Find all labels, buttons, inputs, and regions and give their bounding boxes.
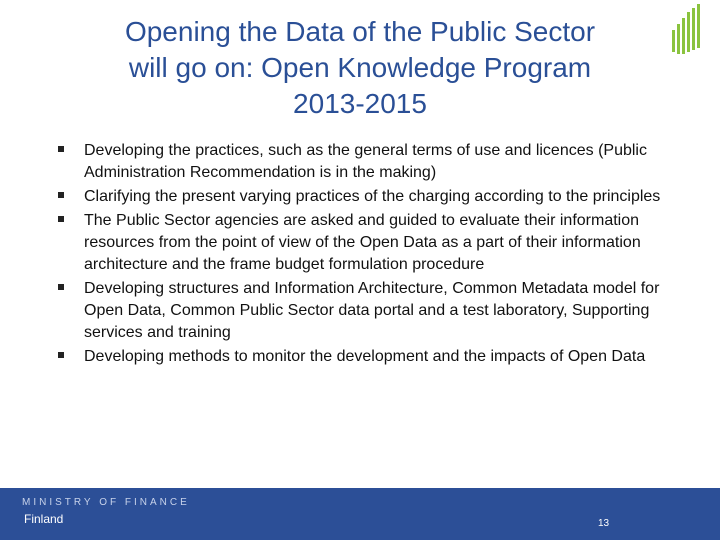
bullet-text: Developing the practices, such as the general terms of use and licences (Public Administration Recommendation is in the making) bbox=[84, 142, 647, 181]
bullet-text: Clarifying the present varying practices of the charging according to the principles bbox=[84, 188, 661, 205]
ministry-label: MINISTRY OF FINANCE bbox=[22, 497, 190, 508]
bullet-marker-icon bbox=[58, 216, 64, 222]
list-item bbox=[58, 346, 668, 368]
list-item bbox=[58, 140, 668, 184]
footer-bar bbox=[0, 488, 720, 540]
list-item bbox=[58, 186, 668, 208]
page-number: 13 bbox=[598, 518, 610, 529]
bullet-list bbox=[58, 140, 668, 370]
bullet-marker-icon bbox=[58, 284, 64, 290]
list-item bbox=[58, 278, 668, 344]
title-line: 2013-2015 bbox=[293, 88, 427, 119]
bullet-text: The Public Sector agencies are asked and guided to evaluate their information resources from the point of view of the Open Data as a part of their information architecture and the frame budget formulation procedure bbox=[84, 212, 641, 273]
slide-title bbox=[40, 14, 680, 122]
list-item bbox=[58, 210, 668, 276]
bar-logo-icon bbox=[672, 4, 702, 64]
bullet-marker-icon bbox=[58, 146, 64, 152]
title-line: Opening the Data of the Public Sector bbox=[124, 16, 596, 47]
bullet-marker-icon bbox=[58, 192, 64, 198]
bullet-text: Developing structures and Information Architecture, Common Metadata model for Open Data, Common Public Sector data portal and a test laboratory, Supporting services and training bbox=[84, 280, 660, 341]
bullet-text: Developing methods to monitor the development and the impacts of Open Data bbox=[84, 348, 646, 365]
country-label: Finland bbox=[24, 512, 64, 526]
bullet-marker-icon bbox=[58, 352, 64, 358]
title-line: will go on: Open Knowledge Program bbox=[128, 52, 592, 83]
